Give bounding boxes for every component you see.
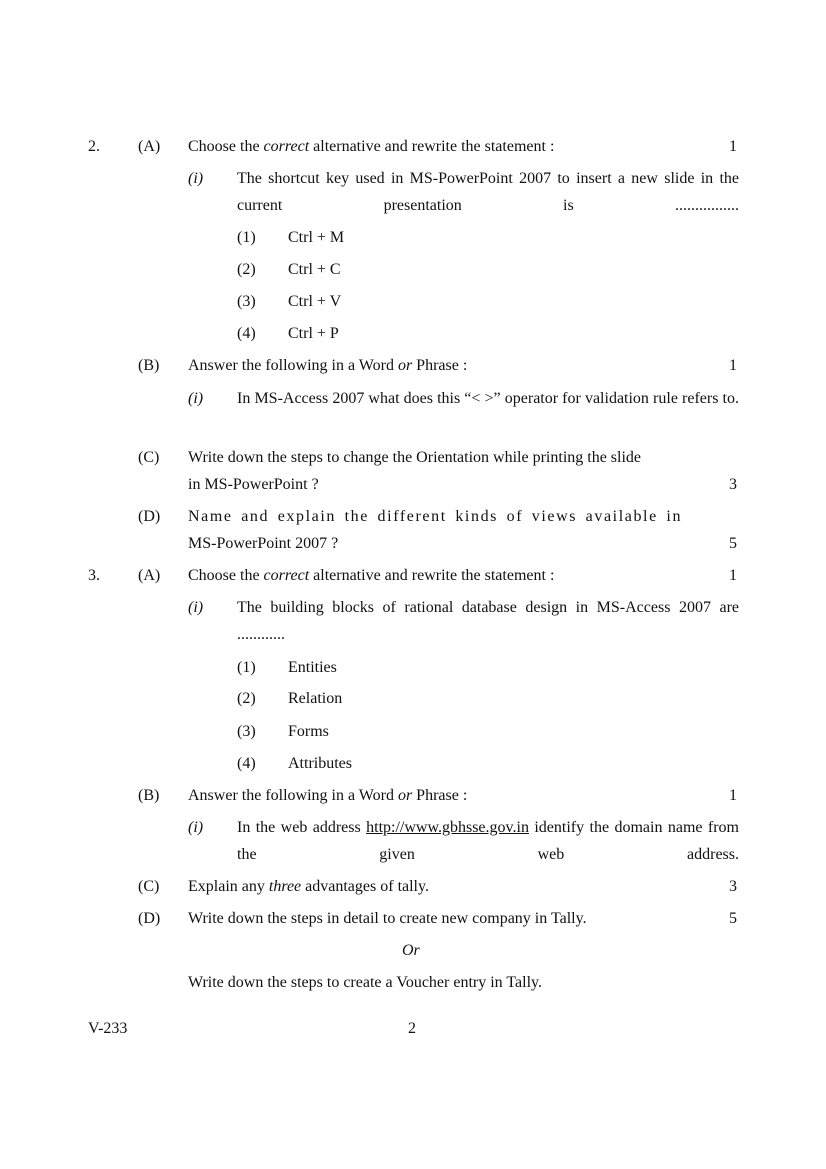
q2a-i-question: The shortcut key used in MS-PowerPoint 2007 to insert a new slide in the current presentation is ................ (237, 170, 739, 214)
q3a-opt3-text: Forms (288, 723, 329, 740)
q3a-opt1-label: (1) (237, 659, 256, 676)
q3a-marks: 1 (729, 567, 737, 584)
q2a-label: (A) (138, 138, 161, 155)
q2d-label: (D) (138, 508, 161, 525)
q3b-label: (B) (138, 787, 160, 804)
q2c-marks: 3 (729, 476, 737, 493)
q3b-i-question: In the web address http://www.gbhsse.gov.in identify the domain name from the given web address. (237, 819, 739, 863)
q3a-opt2-text: Relation (288, 690, 343, 707)
q2c-line2: in MS-PowerPoint ? (188, 476, 319, 493)
q3b-marks: 1 (729, 787, 737, 804)
q3d-label: (D) (138, 910, 161, 927)
web-address-link: http://www.gbhsse.gov.in (366, 819, 529, 836)
q3a-opt2-label: (2) (237, 690, 256, 707)
q2b-i-label: (i) (188, 390, 204, 407)
q2a-opt1-label: (1) (237, 229, 256, 246)
q3d-alternative: Write down the steps to create a Voucher entry in Tally. (188, 974, 542, 991)
q3d-marks: 5 (729, 910, 737, 927)
q3c-question: Explain any three advantages of tally. (188, 878, 429, 895)
q3a-label: (A) (138, 567, 161, 584)
q2a-opt2-text: Ctrl + C (288, 261, 341, 278)
q3a-i-question: The building blocks of rational database design in MS-Access 2007 are ............ (237, 599, 739, 643)
or-separator: Or (402, 942, 420, 959)
q3a-instruction: Choose the correct alternative and rewrite the statement : (188, 567, 555, 584)
q2c-line1: Write down the steps to change the Orientation while printing the slide (188, 449, 642, 466)
q2c-label: (C) (138, 449, 160, 466)
q2d-line2: MS-PowerPoint 2007 ? (188, 535, 339, 552)
q2b-i-question: In MS-Access 2007 what does this “< >” operator for validation rule refers to. (237, 390, 739, 407)
q3a-i-label: (i) (188, 599, 204, 616)
q2a-opt2-label: (2) (237, 261, 256, 278)
q2b-label: (B) (138, 357, 160, 374)
q2a-opt1-text: Ctrl + M (288, 229, 345, 246)
q2a-i-label: (i) (188, 170, 204, 187)
q3a-opt3-label: (3) (237, 723, 256, 740)
q3c-label: (C) (138, 878, 160, 895)
q2a-opt4-text: Ctrl + P (288, 325, 339, 342)
q2a-instruction: Choose the correct alternative and rewrite the statement : (188, 138, 555, 155)
q3b-instruction: Answer the following in a Word or Phrase : (188, 787, 468, 804)
q3a-opt4-label: (4) (237, 755, 256, 772)
q2a-opt3-text: Ctrl + V (288, 293, 342, 310)
q3d-question: Write down the steps in detail to create new company in Tally. (188, 910, 587, 927)
q2d-line1: Name and explain the different kinds of views available in (188, 508, 683, 525)
q3-number: 3. (88, 567, 100, 584)
page-number: 2 (408, 1020, 416, 1037)
q2-number: 2. (88, 138, 100, 155)
q2b-instruction: Answer the following in a Word or Phrase : (188, 357, 468, 374)
q3c-marks: 3 (729, 878, 737, 895)
q2a-marks: 1 (729, 138, 737, 155)
q3a-opt4-text: Attributes (288, 755, 352, 772)
q2b-marks: 1 (729, 357, 737, 374)
q2a-opt3-label: (3) (237, 293, 256, 310)
q3b-i-label: (i) (188, 819, 204, 836)
q3a-opt1-text: Entities (288, 659, 337, 676)
paper-code: V-233 (88, 1020, 128, 1037)
q2a-opt4-label: (4) (237, 325, 256, 342)
q2d-marks: 5 (729, 535, 737, 552)
